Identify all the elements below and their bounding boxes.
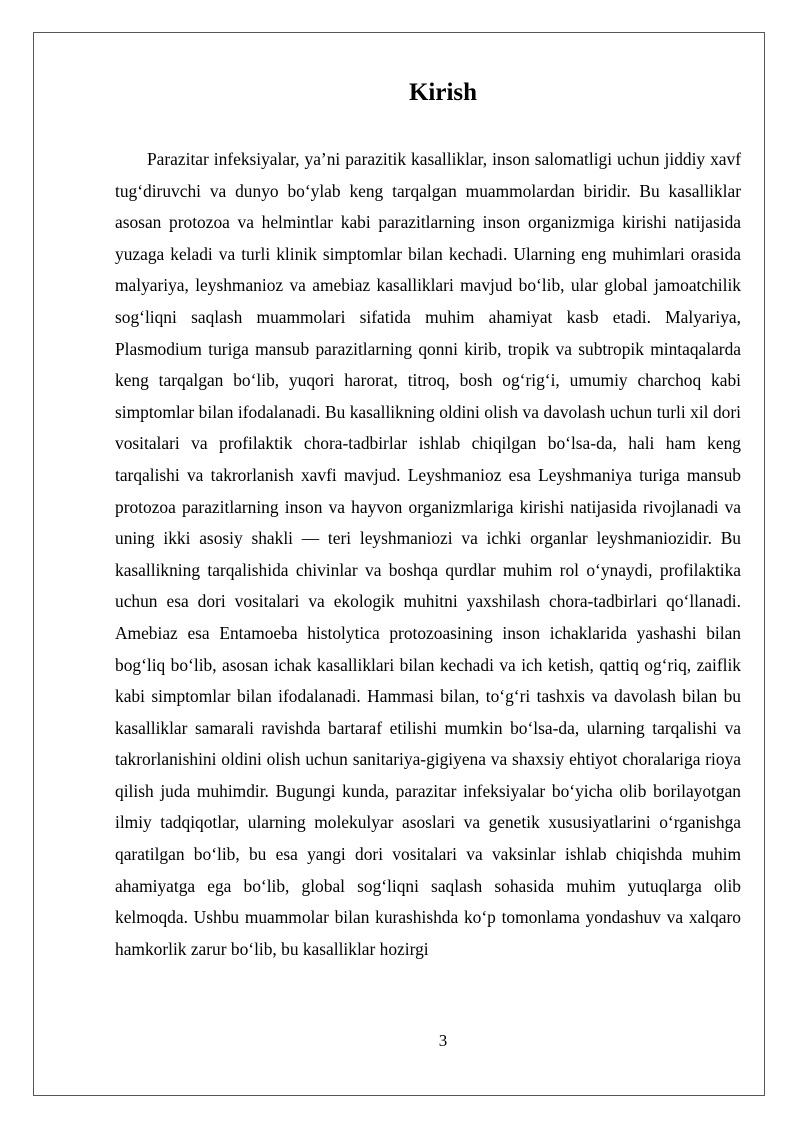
page-number: 3: [438, 1031, 448, 1050]
page-title: Kirish: [408, 79, 478, 106]
body-paragraph: Parazitar infeksiyalar, ya’ni parazitik kasalliklar, inson salomatligi uchun jiddiy xavf tug‘diruvchi va dunyo bo‘ylab keng tarqalgan muammolardan biridir. Bu kasalliklar asosan protozoa va helmintlar kabi parazitlarning inson organizmiga kirishi natijasida yuzaga keladi va turli klinik simptomlar bilan kechadi. Ularning eng muhimlari orasida malyariya, leyshmanioz va amebiaz kasalliklari mavjud bo‘lib, ular global jamoatchilik sog‘liqni saqlash muammolari sifatida muhim ahamiyat kasb etadi. Malyariya, Plasmodium turiga mansub parazitlarning qonni kirib, tropik va subtropik mintaqalarda keng tarqalgan bo‘lib, yuqori harorat, titroq, bosh og‘rig‘i, umumiy charchoq kabi simptomlar bilan ifodalanadi. Bu kasallikning oldini olish va davolash uchun turli xil dori vositalari va profilaktik chora-tadbirlar ishlab chiqilgan bo‘lsa-da, hali ham keng tarqalishi va takrorlanish xavfi mavjud. Leyshmanioz esa Leyshmaniya turiga mansub protozoa parazitlarning inson va hayvon organizmlariga kirishi natijasida rivojlanadi va uning ikki asosiy shakli — teri leyshmaniozi va ichki organlar leyshmaniozidir. Bu kasallikning tarqalishida chivinlar va boshqa qurdlar muhim rol o‘ynaydi, profilaktika uchun esa dori vositalari va ekologik muhitni yaxshilash chora-tadbirlari qo‘llanadi. Amebiaz esa Entamoeba histolytica protozoasining inson ichaklarida yashashi bilan bog‘liq bo‘lib, asosan ichak kasalliklari bilan kechadi va ich ketish, qattiq og‘riq, zaiflik kabi simptomlar bilan ifodalanadi. Hammasi bilan, to‘g‘ri tashxis va davolash bilan bu kasalliklar samarali ravishda bartaraf etilishi mumkin bo‘lsa-da, ularning tarqalishi va takrorlanishini oldini olish uchun sanitariya-gigiyena va shaxsiy ehtiyot choralariga rioya qilish juda muhimdir. Bugungi kunda, parazitar infeksiyalar bo‘yicha olib borilayotgan ilmiy tadqiqotlar, ularning molekulyar asoslari va genetik xususiyatlarini o‘rganishga qaratilgan bo‘lib, bu esa yangi dori vositalari va vaksinlar ishlab chiqishda muhim ahamiyatga ega bo‘lib, global sog‘liqni saqlash sohasida muhim yutuqlarga olib kelmoqda. Ushbu muammolar bilan kurashishda ko‘p tomonlama yondashuv va xalqaro hamkorlik zarur bo‘lib, bu kasalliklar hozirgi: [115, 149, 741, 959]
